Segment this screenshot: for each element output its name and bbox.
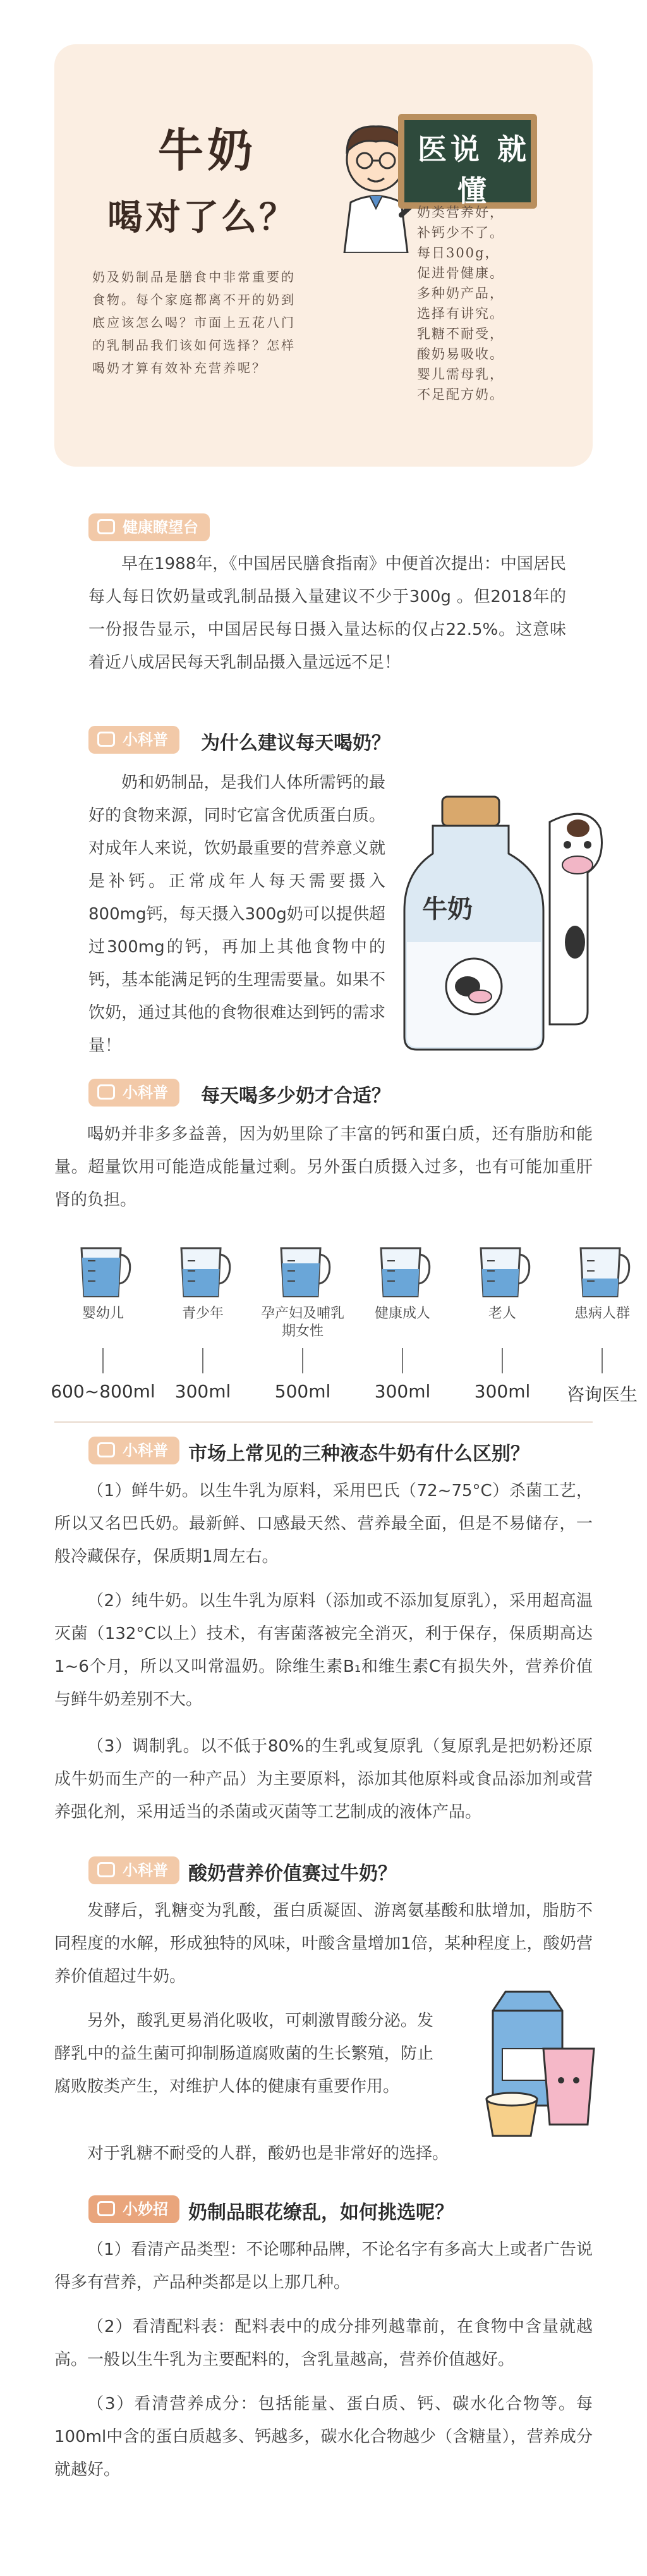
measuring-cup-icon [272, 1239, 333, 1300]
section-title-milk-types: 市场上常见的三种液态牛奶有什么区别？ [188, 1443, 529, 1465]
section-title-yogurt: 酸奶营养价值赛过牛奶？ [188, 1863, 397, 1885]
section-badge-science: 小科普 [88, 726, 179, 754]
yogurt-text-2: 另外，酸乳更易消化吸收，可刺激胃酸分泌。发酵乳中的益生菌可抑制肠道腐败菌的生长繁殖，防止腐败胺类产生，对维护人体的健康有重要作用。 [54, 2011, 433, 2096]
section-how-much-text: 喝奶并非多多益善，因为奶里除了丰富的钙和蛋白质，还有脂肪和能量。超量饮用可能造成能量过剩。另外蛋白质摄入过多，也有可能加重肝肾的负担。 [54, 1125, 593, 1210]
section-badge-health: 健康瞭望台 [88, 513, 210, 541]
choose-tip-2: （2）看清配料表：配料表中的成分排列越靠前，在食物中含量就越高。一般以生牛乳为主要配料的，含乳量越高，营养价值越好。 [54, 2317, 593, 2369]
section-title-why-milk: 为什么建议每天喝奶？ [201, 732, 390, 754]
intake-group-label: 患病人群 [574, 1306, 630, 1322]
milk-type-modified: （3）调制乳。以不低于80%的生乳或复原乳（复原乳是把奶粉还原成牛奶而生产的一种产品）为主要原料，添加其他原料或食品添加剂或营养强化剂，采用适当的杀菌或灭菌等工艺制成的液体产品。 [54, 1737, 593, 1822]
section-title-how-to-choose: 奶制品眼花缭乱，如何挑选呢？ [188, 2202, 454, 2224]
section-badge-science: 小科普 [88, 1437, 179, 1464]
intake-group-label: 青少年 [181, 1306, 224, 1322]
intake-amount: 300ml [174, 1381, 231, 1402]
intake-amount: 咨询医生 [566, 1384, 638, 1405]
yogurt-text-3: 对于乳糖不耐受的人群，酸奶也是非常好的选择。 [87, 2144, 449, 2163]
chalkboard-text: 医说 就懂 [417, 132, 530, 208]
measuring-cup-icon [372, 1239, 433, 1300]
book-icon [97, 1862, 115, 1877]
intake-connector-line [102, 1348, 104, 1373]
hand-icon [97, 2201, 115, 2216]
section-badge-tips: 小妙招 [88, 2195, 179, 2223]
intake-amount: 300ml [374, 1381, 431, 1402]
intake-group-label: 孕产妇及哺乳期女性 [260, 1306, 344, 1339]
intake-connector-line [602, 1348, 603, 1373]
hero-subtitle: 喝对了么？ [107, 197, 297, 238]
rhyme-line: 不足配方奶。 [417, 387, 504, 402]
section-badge-science: 小科普 [88, 1856, 179, 1884]
intake-group-label: 婴幼儿 [82, 1306, 124, 1322]
glasses-icon [97, 519, 115, 534]
book-icon [97, 1442, 115, 1457]
hero-title: 牛奶 [158, 124, 257, 177]
intake-group-label: 老人 [488, 1306, 516, 1322]
rhyme-line: 奶类营养好， [417, 205, 504, 220]
intake-group-label: 健康成人 [374, 1306, 430, 1322]
rhyme-line: 酸奶易吸收。 [417, 347, 504, 362]
yogurt-text-1: 发酵后，乳糖变为乳酸，蛋白质凝固、游离氨基酸和肽增加，脂肪不同程度的水解，形成独特的风味，叶酸含量增加1倍，某种程度上，酸奶营养价值超过牛奶。 [54, 1901, 593, 1986]
intake-connector-line [202, 1348, 203, 1373]
divider [54, 1421, 593, 1423]
measuring-cup-icon [73, 1239, 133, 1300]
milk-type-pure: （2）纯牛奶。以生牛乳为原料（添加或不添加复原乳），采用超高温灭菌（132°C以上）技术，有害菌落被完全消灭，利于保存，保质期高达1~6个月，所以又叫常温奶。除维生素B₁和维生素C有损失外，营养价值与鲜牛奶差别不大。 [54, 1592, 593, 1709]
rhyme-line: 婴儿需母乳， [417, 367, 504, 382]
measuring-cup-icon [472, 1239, 533, 1300]
rhyme-line: 乳糖不耐受， [417, 326, 504, 341]
intake-connector-line [402, 1348, 403, 1373]
intake-amount: 600~800ml [51, 1381, 155, 1402]
book-icon [97, 1084, 115, 1100]
hero-intro: 奶及奶制品是膳食中非常重要的食物。每个家庭都离不开的奶到底应该怎么喝？市面上五花八门的乳制品我们该如何选择？怎样喝奶才算有效补充营养呢？ [92, 269, 296, 376]
measuring-cup-icon [172, 1239, 233, 1300]
section-badge-science: 小科普 [88, 1079, 179, 1107]
choose-tip-3: （3）看清营养成分：包括能量、蛋白质、钙、碳水化合物等。每100ml中含的蛋白质越多、钙越多，碳水化合物越少（含糖量），营养成分就越好。 [54, 2395, 593, 2479]
measuring-cup-icon [572, 1239, 632, 1300]
choose-tip-1: （1）看清产品类型：不论哪种品牌，不论名字有多高大上或者广告说得多有营养，产品种类都是以上那几种。 [54, 2240, 593, 2292]
intake-connector-line [302, 1348, 303, 1373]
section-why-milk-text: 奶和奶制品，是我们人体所需钙的最好的食物来源，同时它富含优质蛋白质。对成年人来说，饮奶最重要的营养意义就是补钙。正常成年人每天需要摄入800mg钙，每天摄入300g奶可以提供超过300mg的钙，再加上其他食物中的钙，基本能满足钙的生理需要量。如果不饮奶，通过其他的食物很难达到钙的需求量！ [88, 773, 385, 1055]
intake-connector-line [502, 1348, 503, 1373]
rhyme-line: 促进骨健康。 [417, 266, 504, 281]
section-health-text: 早在1988年，《中国居民膳食指南》中便首次提出：中国居民每人每日饮奶量或乳制品摄入量建议不少于300g 。但2018年的一份报告显示，中国居民每日摄入量达标的仅占22.5%。这意味着近八成居民每天乳制品摄入量远远不足！ [88, 555, 566, 672]
section-title-how-much: 每天喝多少奶才合适？ [201, 1085, 390, 1107]
dairy-products-illustration [468, 1979, 607, 2137]
book-icon [97, 732, 115, 747]
rhyme-line: 选择有讲究。 [417, 306, 504, 321]
intake-amount: 500ml [274, 1381, 331, 1402]
intake-amount: 300ml [474, 1381, 531, 1402]
rhyme-line: 多种奶产品， [417, 286, 504, 301]
milk-type-fresh: （1）鲜牛奶。以生牛乳为原料，采用巴氏（72~75°C）杀菌工艺，所以又名巴氏奶。最新鲜、口感最天然、营养最全面，但是不易储存，一般冷藏保存，保质期1周左右。 [54, 1481, 593, 1566]
rhyme-line: 每日300g， [417, 245, 500, 261]
rhyme-line: 补钙少不了。 [417, 225, 504, 240]
hero-rhyme [417, 202, 575, 405]
bottle-label: 牛奶 [422, 895, 473, 924]
